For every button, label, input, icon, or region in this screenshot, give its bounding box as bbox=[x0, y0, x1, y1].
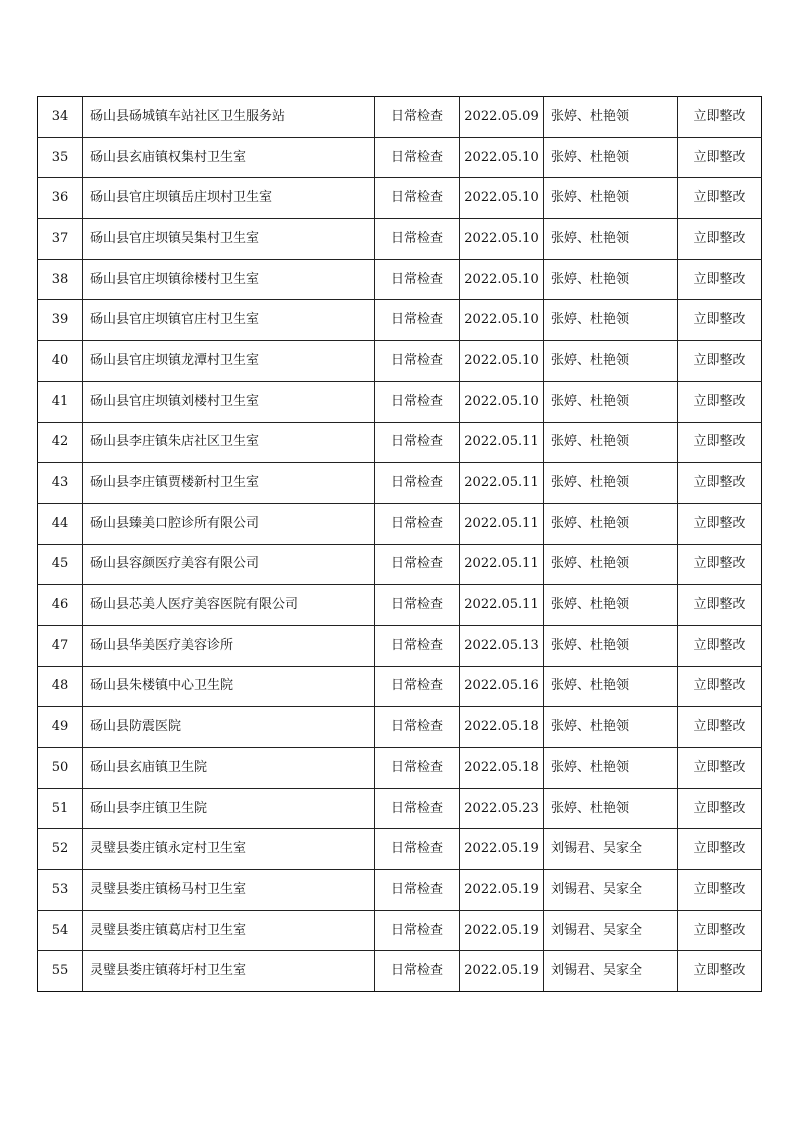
inspection-type-cell: 日常检查 bbox=[375, 259, 460, 300]
result-cell: 立即整改 bbox=[678, 259, 762, 300]
inspection-date-cell: 2022.05.11 bbox=[460, 544, 544, 585]
unit-name-cell: 砀山县李庄镇卫生院 bbox=[83, 788, 375, 829]
table-row bbox=[38, 219, 762, 260]
table-row bbox=[38, 870, 762, 911]
result-cell: 立即整改 bbox=[678, 951, 762, 992]
inspection-type-cell: 日常检查 bbox=[375, 870, 460, 911]
inspectors-cell: 张婷、杜艳领 bbox=[544, 341, 678, 382]
unit-name-cell: 砀山县芯美人医疗美容医院有限公司 bbox=[83, 585, 375, 626]
inspection-type-cell: 日常检查 bbox=[375, 625, 460, 666]
inspection-type-cell: 日常检查 bbox=[375, 381, 460, 422]
result-cell: 立即整改 bbox=[678, 625, 762, 666]
result-cell: 立即整改 bbox=[678, 829, 762, 870]
inspection-type-cell: 日常检查 bbox=[375, 137, 460, 178]
inspection-date-cell: 2022.05.19 bbox=[460, 870, 544, 911]
unit-name-cell: 砀山县李庄镇贾楼新村卫生室 bbox=[83, 463, 375, 504]
unit-name-cell: 砀山县官庄坝镇官庄村卫生室 bbox=[83, 300, 375, 341]
table-row bbox=[38, 910, 762, 951]
row-number-cell: 47 bbox=[38, 625, 83, 666]
inspection-date-cell: 2022.05.23 bbox=[460, 788, 544, 829]
inspection-date-cell: 2022.05.10 bbox=[460, 137, 544, 178]
result-cell: 立即整改 bbox=[678, 341, 762, 382]
table-row bbox=[38, 788, 762, 829]
row-number-cell: 52 bbox=[38, 829, 83, 870]
unit-name-cell: 灵璧县娄庄镇杨马村卫生室 bbox=[83, 870, 375, 911]
result-cell: 立即整改 bbox=[678, 544, 762, 585]
table-row bbox=[38, 707, 762, 748]
inspection-type-cell: 日常检查 bbox=[375, 788, 460, 829]
inspectors-cell: 张婷、杜艳领 bbox=[544, 97, 678, 138]
table-row bbox=[38, 503, 762, 544]
table-body bbox=[38, 97, 762, 992]
unit-name-cell: 灵璧县娄庄镇蒋圩村卫生室 bbox=[83, 951, 375, 992]
row-number-cell: 44 bbox=[38, 503, 83, 544]
unit-name-cell: 砀山县玄庙镇权集村卫生室 bbox=[83, 137, 375, 178]
inspectors-cell: 张婷、杜艳领 bbox=[544, 381, 678, 422]
row-number-cell: 53 bbox=[38, 870, 83, 911]
row-number-cell: 43 bbox=[38, 463, 83, 504]
unit-name-cell: 砀山县防震医院 bbox=[83, 707, 375, 748]
unit-name-cell: 砀山县玄庙镇卫生院 bbox=[83, 748, 375, 789]
inspection-date-cell: 2022.05.10 bbox=[460, 300, 544, 341]
table-row bbox=[38, 381, 762, 422]
unit-name-cell: 砀山县李庄镇朱店社区卫生室 bbox=[83, 422, 375, 463]
inspectors-cell: 张婷、杜艳领 bbox=[544, 707, 678, 748]
row-number-cell: 35 bbox=[38, 137, 83, 178]
row-number-cell: 51 bbox=[38, 788, 83, 829]
inspectors-cell: 张婷、杜艳领 bbox=[544, 300, 678, 341]
result-cell: 立即整改 bbox=[678, 585, 762, 626]
inspection-type-cell: 日常检查 bbox=[375, 910, 460, 951]
unit-name-cell: 砀山县官庄坝镇龙潭村卫生室 bbox=[83, 341, 375, 382]
inspection-date-cell: 2022.05.11 bbox=[460, 503, 544, 544]
table-row bbox=[38, 422, 762, 463]
inspection-date-cell: 2022.05.09 bbox=[460, 97, 544, 138]
result-cell: 立即整改 bbox=[678, 137, 762, 178]
row-number-cell: 54 bbox=[38, 910, 83, 951]
inspectors-cell: 刘锡君、吴家全 bbox=[544, 951, 678, 992]
inspectors-cell: 张婷、杜艳领 bbox=[544, 666, 678, 707]
unit-name-cell: 砀山县官庄坝镇吴集村卫生室 bbox=[83, 219, 375, 260]
unit-name-cell: 灵璧县娄庄镇葛店村卫生室 bbox=[83, 910, 375, 951]
inspectors-cell: 张婷、杜艳领 bbox=[544, 544, 678, 585]
inspectors-cell: 张婷、杜艳领 bbox=[544, 748, 678, 789]
row-number-cell: 46 bbox=[38, 585, 83, 626]
row-number-cell: 55 bbox=[38, 951, 83, 992]
inspectors-cell: 张婷、杜艳领 bbox=[544, 178, 678, 219]
inspectors-cell: 张婷、杜艳领 bbox=[544, 503, 678, 544]
inspection-date-cell: 2022.05.10 bbox=[460, 178, 544, 219]
inspection-date-cell: 2022.05.10 bbox=[460, 259, 544, 300]
result-cell: 立即整改 bbox=[678, 788, 762, 829]
unit-name-cell: 灵璧县娄庄镇永定村卫生室 bbox=[83, 829, 375, 870]
result-cell: 立即整改 bbox=[678, 503, 762, 544]
row-number-cell: 48 bbox=[38, 666, 83, 707]
inspection-date-cell: 2022.05.19 bbox=[460, 829, 544, 870]
inspection-date-cell: 2022.05.19 bbox=[460, 910, 544, 951]
result-cell: 立即整改 bbox=[678, 748, 762, 789]
table-row bbox=[38, 951, 762, 992]
inspection-type-cell: 日常检查 bbox=[375, 341, 460, 382]
result-cell: 立即整改 bbox=[678, 219, 762, 260]
row-number-cell: 38 bbox=[38, 259, 83, 300]
inspection-date-cell: 2022.05.11 bbox=[460, 463, 544, 504]
inspection-type-cell: 日常检查 bbox=[375, 219, 460, 260]
table-row bbox=[38, 829, 762, 870]
inspection-type-cell: 日常检查 bbox=[375, 422, 460, 463]
inspectors-cell: 张婷、杜艳领 bbox=[544, 625, 678, 666]
inspectors-cell: 刘锡君、吴家全 bbox=[544, 910, 678, 951]
row-number-cell: 49 bbox=[38, 707, 83, 748]
unit-name-cell: 砀山县砀城镇车站社区卫生服务站 bbox=[83, 97, 375, 138]
inspectors-cell: 张婷、杜艳领 bbox=[544, 137, 678, 178]
table-row bbox=[38, 625, 762, 666]
table-row bbox=[38, 137, 762, 178]
inspection-type-cell: 日常检查 bbox=[375, 951, 460, 992]
result-cell: 立即整改 bbox=[678, 870, 762, 911]
row-number-cell: 45 bbox=[38, 544, 83, 585]
table-row bbox=[38, 259, 762, 300]
row-number-cell: 41 bbox=[38, 381, 83, 422]
inspection-type-cell: 日常检查 bbox=[375, 585, 460, 626]
row-number-cell: 40 bbox=[38, 341, 83, 382]
unit-name-cell: 砀山县华美医疗美容诊所 bbox=[83, 625, 375, 666]
inspection-type-cell: 日常检查 bbox=[375, 463, 460, 504]
table-row bbox=[38, 748, 762, 789]
inspection-date-cell: 2022.05.19 bbox=[460, 951, 544, 992]
inspectors-cell: 张婷、杜艳领 bbox=[544, 259, 678, 300]
unit-name-cell: 砀山县官庄坝镇刘楼村卫生室 bbox=[83, 381, 375, 422]
inspection-date-cell: 2022.05.11 bbox=[460, 422, 544, 463]
inspection-date-cell: 2022.05.18 bbox=[460, 748, 544, 789]
unit-name-cell: 砀山县官庄坝镇岳庄坝村卫生室 bbox=[83, 178, 375, 219]
inspection-date-cell: 2022.05.11 bbox=[460, 585, 544, 626]
result-cell: 立即整改 bbox=[678, 707, 762, 748]
inspection-type-cell: 日常检查 bbox=[375, 707, 460, 748]
table-row bbox=[38, 178, 762, 219]
inspection-table bbox=[37, 96, 762, 992]
inspection-type-cell: 日常检查 bbox=[375, 544, 460, 585]
inspection-date-cell: 2022.05.10 bbox=[460, 219, 544, 260]
inspection-date-cell: 2022.05.18 bbox=[460, 707, 544, 748]
unit-name-cell: 砀山县臻美口腔诊所有限公司 bbox=[83, 503, 375, 544]
row-number-cell: 37 bbox=[38, 219, 83, 260]
inspection-type-cell: 日常检查 bbox=[375, 178, 460, 219]
row-number-cell: 36 bbox=[38, 178, 83, 219]
result-cell: 立即整改 bbox=[678, 381, 762, 422]
table-row bbox=[38, 666, 762, 707]
unit-name-cell: 砀山县容颜医疗美容有限公司 bbox=[83, 544, 375, 585]
inspection-type-cell: 日常检查 bbox=[375, 666, 460, 707]
inspection-date-cell: 2022.05.16 bbox=[460, 666, 544, 707]
inspectors-cell: 张婷、杜艳领 bbox=[544, 422, 678, 463]
unit-name-cell: 砀山县官庄坝镇徐楼村卫生室 bbox=[83, 259, 375, 300]
result-cell: 立即整改 bbox=[678, 463, 762, 504]
table-row bbox=[38, 97, 762, 138]
result-cell: 立即整改 bbox=[678, 910, 762, 951]
inspection-type-cell: 日常检查 bbox=[375, 829, 460, 870]
table-row bbox=[38, 463, 762, 504]
result-cell: 立即整改 bbox=[678, 422, 762, 463]
inspection-type-cell: 日常检查 bbox=[375, 300, 460, 341]
inspectors-cell: 刘锡君、吴家全 bbox=[544, 870, 678, 911]
inspection-type-cell: 日常检查 bbox=[375, 97, 460, 138]
row-number-cell: 39 bbox=[38, 300, 83, 341]
row-number-cell: 34 bbox=[38, 97, 83, 138]
result-cell: 立即整改 bbox=[678, 666, 762, 707]
result-cell: 立即整改 bbox=[678, 97, 762, 138]
table-row bbox=[38, 341, 762, 382]
inspectors-cell: 张婷、杜艳领 bbox=[544, 788, 678, 829]
unit-name-cell: 砀山县朱楼镇中心卫生院 bbox=[83, 666, 375, 707]
result-cell: 立即整改 bbox=[678, 178, 762, 219]
inspectors-cell: 张婷、杜艳领 bbox=[544, 219, 678, 260]
inspectors-cell: 张婷、杜艳领 bbox=[544, 463, 678, 504]
row-number-cell: 42 bbox=[38, 422, 83, 463]
inspection-date-cell: 2022.05.13 bbox=[460, 625, 544, 666]
inspection-type-cell: 日常检查 bbox=[375, 503, 460, 544]
table-row bbox=[38, 300, 762, 341]
inspectors-cell: 刘锡君、吴家全 bbox=[544, 829, 678, 870]
inspection-date-cell: 2022.05.10 bbox=[460, 341, 544, 382]
row-number-cell: 50 bbox=[38, 748, 83, 789]
table-row bbox=[38, 585, 762, 626]
inspectors-cell: 张婷、杜艳领 bbox=[544, 585, 678, 626]
table-row bbox=[38, 544, 762, 585]
inspection-date-cell: 2022.05.10 bbox=[460, 381, 544, 422]
inspection-type-cell: 日常检查 bbox=[375, 748, 460, 789]
result-cell: 立即整改 bbox=[678, 300, 762, 341]
